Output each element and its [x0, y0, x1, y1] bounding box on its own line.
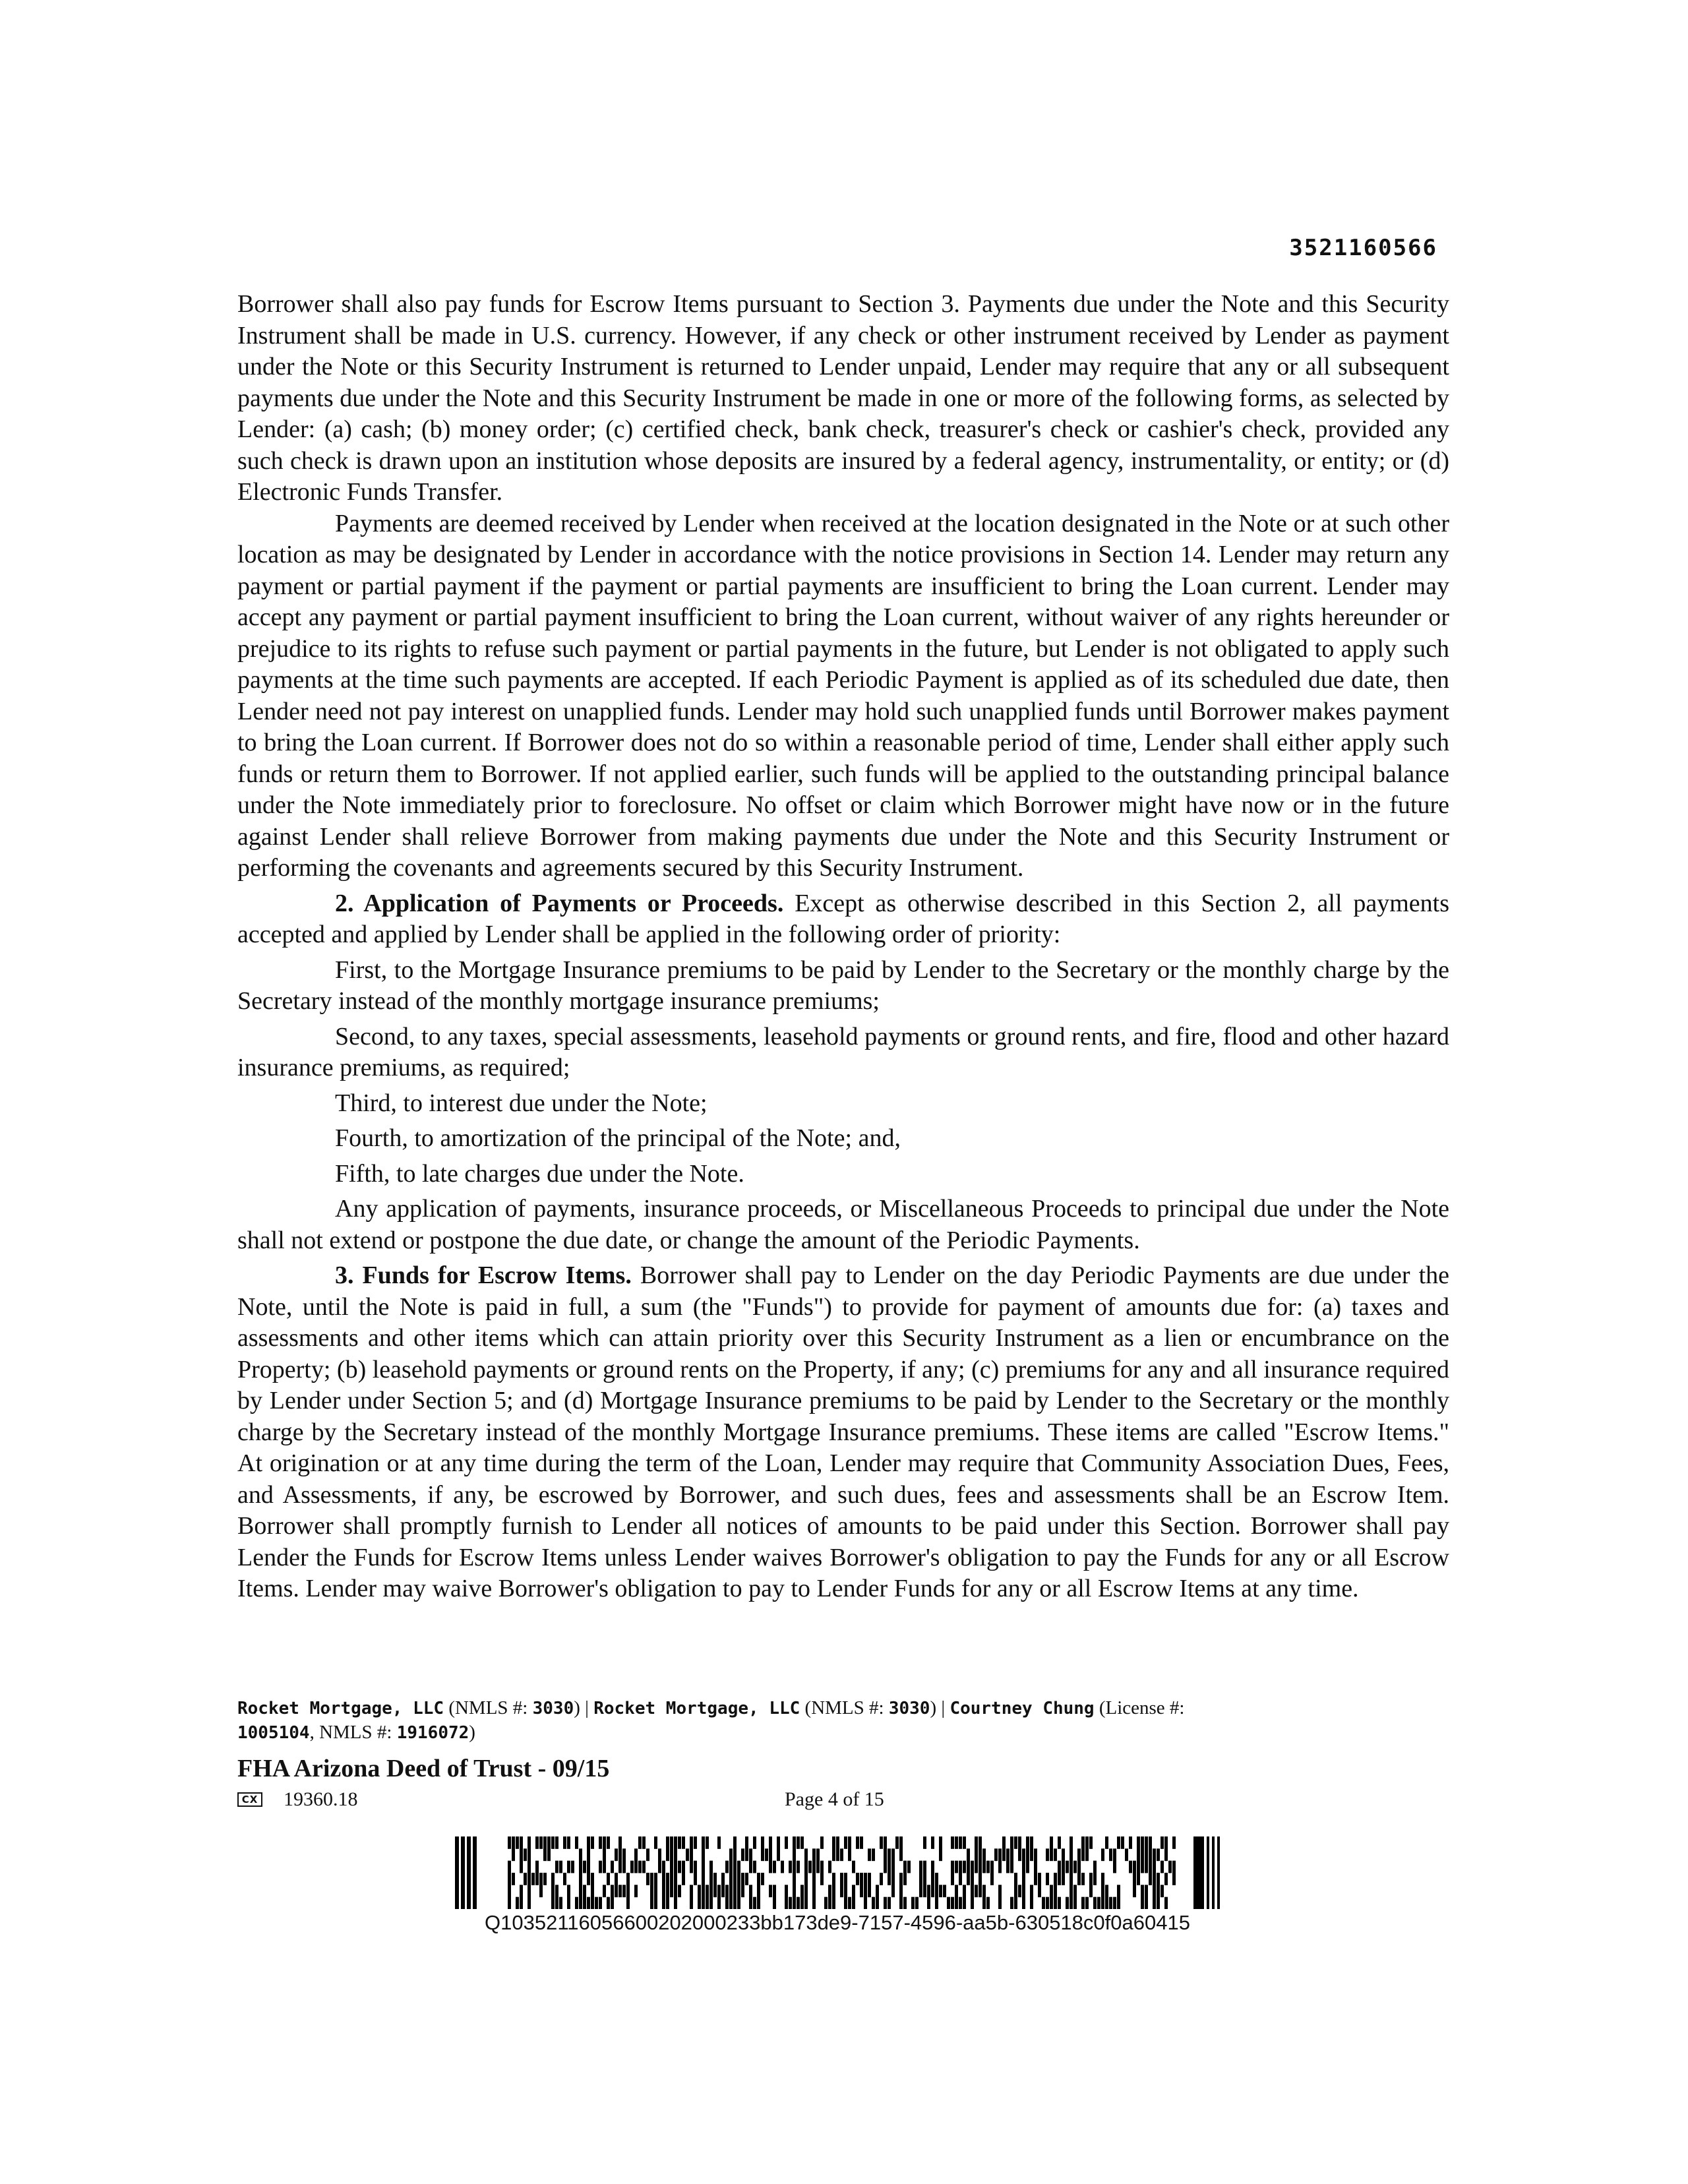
nmls-number: 1916072 [396, 1723, 469, 1743]
separator: ) | [930, 1697, 950, 1718]
barcode-text: Q10352116056600202000233bb173de9-7157-4596-aa5b-630518c0f0a60415 [485, 1911, 1190, 1934]
page-number: Page 4 of 15 [785, 1788, 884, 1810]
paragraph-payments-received: Payments are deemed received by Lender when received at the location designated in the Note or at such other location as may be designated by Lender in accordance with the notice provisions in Section 14. Lender may return any payment or partial payment if the payment or partial payments are insufficient to bring the Loan current. Lender may accept any payment or partial payment insufficient to bring the Loan current, without waiver of any rights hereunder or prejudice to its rights to refuse such payment or partial payments in the future, but Lender is not obligated to apply such payments at the time such payments are accepted. If each Periodic Payment is applied as of its scheduled due date, then Lender need not pay interest on unapplied funds. Lender may hold such unapplied funds until Borrower makes payment to bring the Loan current. If Borrower does not do so within a reasonable period of time, Lender shall either apply such funds or return them to Borrower. If not applied earlier, such funds will be applied to the outstanding principal balance under the Note immediately prior to foreclosure. No offset or claim which Borrower might have now or in the future against Lender shall relieve Borrower from making payments due under the Note and this Security Instrument or performing the covenants and agreements secured by this Security Instrument. [237, 509, 1449, 882]
section-3 [237, 1260, 1449, 1605]
priority-fourth: Fourth, to amortization of the principal of the Note; and, [335, 1124, 901, 1152]
barcode-image [455, 1836, 1220, 1909]
section-2-text: Except as otherwise described in this Section 2, all payments accepted and applied by Lender shall be applied in the following order of priority: [237, 889, 1450, 948]
section-3-text: Borrower shall pay to Lender on the day Periodic Payments are due under the Note, until the Note is paid in full, a sum (the "Funds") to provide for payment of amounts due for: (a) taxes and assessments and other items which can attain priority over this Security Instrument as a lien or encumbrance on the Property; (b) leasehold payments or ground rents on the Property, if any; (c) premiums for any and all insurance required by Lender under Section 5; and (d) Mortgage Insurance premiums to be paid by Lender to the Secretary or the monthly charge by the Secretary instead of the monthly Mortgage Insurance premiums. These items are called "Escrow Items." At origination or at any time during the term of the Loan, Lender may require that Community Association Dues, Fees, and Assessments, if any, be escrowed by Borrower, and such dues, fees and assessments shall be an Escrow Item. Borrower shall promptly furnish to Lender all notices of amounts to be paid under this Section. Borrower shall pay Lender the Funds for Escrow Items unless Lender waives Borrower's obligation to pay the Funds for any or all Escrow Items. Lender may waive Borrower's obligation to pay to Lender Funds for any or all Escrow Items at any time. [237, 1261, 1449, 1602]
loan-number: 3521160566 [1289, 235, 1437, 261]
loan-originator-name: Courtney Chung [950, 1699, 1095, 1718]
license-label: (License #: [1094, 1697, 1185, 1718]
paragraph-any-application: Any application of payments, insurance proceeds, or Miscellaneous Proceeds to principal due under the Note shall not extend or postpone the due date, or change the amount of the Periodic Payments. [237, 1195, 1449, 1254]
license-number: 1005104 [237, 1723, 310, 1743]
nmls-label: , NMLS #: [309, 1722, 397, 1743]
document-body [237, 289, 1449, 1605]
closing-paren: ) [469, 1722, 475, 1743]
priority-fifth: Fifth, to late charges due under the Note. [335, 1159, 744, 1188]
lender-name: Rocket Mortgage, LLC [237, 1699, 444, 1718]
priority-third: Third, to interest due under the Note; [335, 1089, 708, 1117]
section-3-heading: 3. Funds for Escrow Items. [335, 1261, 632, 1289]
form-code-row [237, 1788, 1449, 1815]
nmls-label: (NMLS #: [444, 1697, 533, 1718]
separator: ) | [574, 1697, 594, 1718]
nmls-number: 3030 [532, 1699, 574, 1718]
form-code: 19360.18 [284, 1788, 358, 1810]
lender-info [237, 1696, 1449, 1745]
priority-first: First, to the Mortgage Insurance premiums to be paid by Lender to the Secretary or the monthly charge by the Secretary instead of the monthly mortgage insurance premiums; [237, 956, 1449, 1015]
section-2 [237, 888, 1449, 951]
nmls-label: (NMLS #: [800, 1697, 889, 1718]
section-2-heading: 2. Application of Payments or Proceeds. [335, 889, 784, 917]
priority-second: Second, to any taxes, special assessments, leasehold payments or ground rents, and fire, flood and other hazard insurance premiums, as required; [237, 1022, 1449, 1081]
nmls-number: 3030 [888, 1699, 930, 1718]
lender-name: Rocket Mortgage, LLC [593, 1699, 800, 1718]
cx-logo-icon: CX [237, 1792, 262, 1807]
form-title: FHA Arizona Deed of Trust - 09/15 [237, 1755, 610, 1782]
paragraph-escrow-payment-forms: Borrower shall also pay funds for Escrow Items pursuant to Section 3. Payments due under the Note and this Security Instrument shall be made in U.S. currency. However, if any check or other instrument received by Lender as payment under the Note or this Security Instrument is returned to Lender unpaid, Lender may require that any or all subsequent payments due under the Note and this Security Instrument be made in one or more of the following forms, as selected by Lender: (a) cash; (b) money order; (c) certified check, bank check, treasurer's check or cashier's check, provided any such check is drawn upon an institution whose deposits are insured by a federal agency, instrumentality, or entity; or (d) Electronic Funds Transfer. [237, 290, 1449, 506]
